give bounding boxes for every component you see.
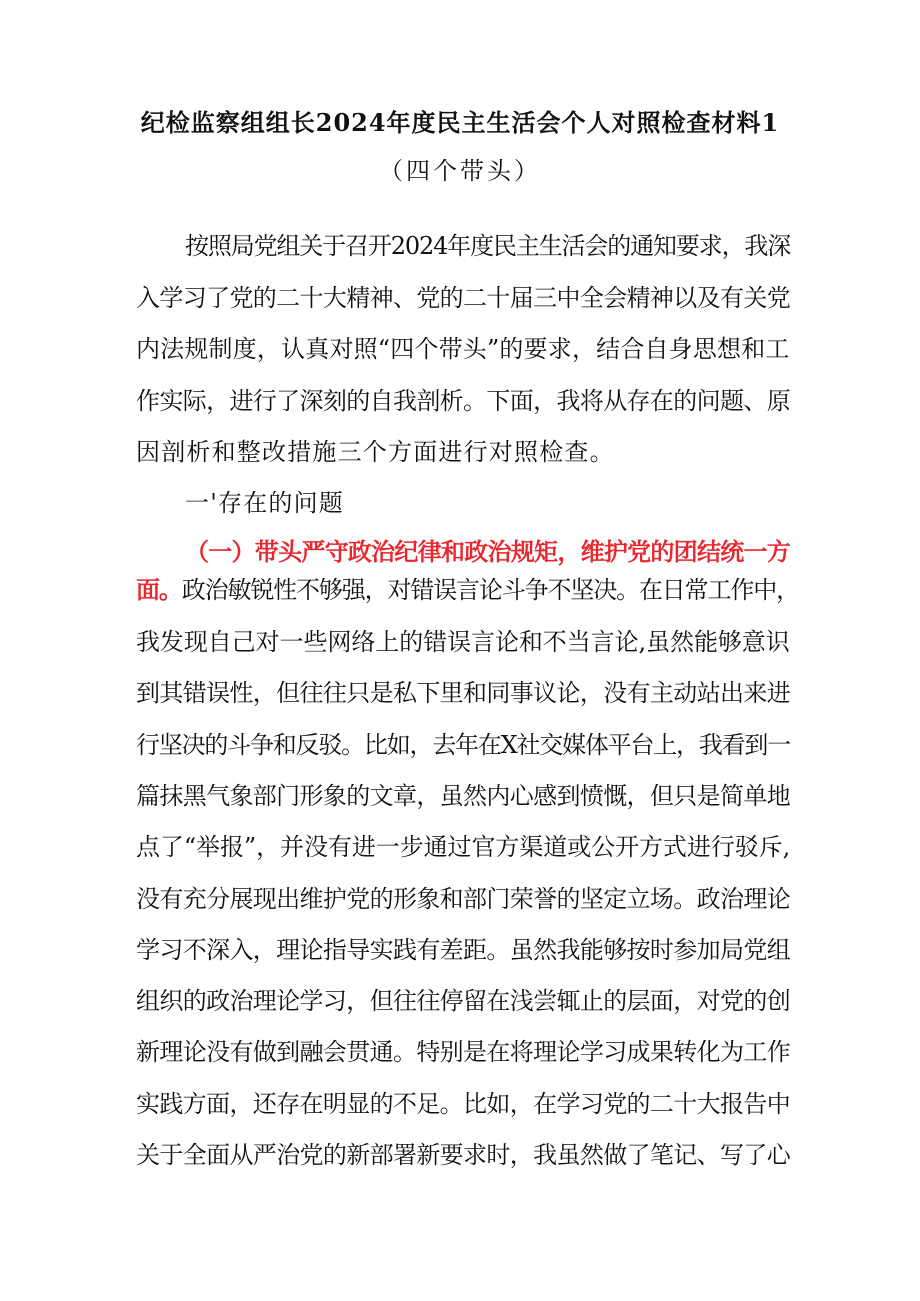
body-line-11: 新理论没有做到融会贯通。特别是在将理论学习成果转化为工作 xyxy=(136,1038,791,1067)
intro-line-2: 入学习了党的二十大精神、党的二十届三中全会精神以及有关党 xyxy=(136,283,791,312)
body-line-9: 学习不深入，理论指导实践有差距。虽然我能够按时参加局党组 xyxy=(136,935,791,964)
body-line-6: 篇抹黑气象部门形象的文章，虽然内心感到愤慨，但只是简单地 xyxy=(136,781,791,810)
intro-line-3: 内法规制度，认真对照“四个带头”的要求，结合自身思想和工 xyxy=(136,335,790,363)
document-title: 纪检监察组组长2024年度民主生活会个人对照检查材料1 xyxy=(140,108,780,137)
body-line-10: 组织的政治理论学习，但往往停留在浅尝辄止的层面，对党的创 xyxy=(136,987,791,1016)
body-line-3: 我发现自己对一些网络上的错误言论和不当言论,虽然能够意识 xyxy=(136,628,790,656)
body-line-7: 点了“举报”，并没有进一步通过官方渠道或公开方式进行驳斥, xyxy=(136,833,791,862)
section-heading: 一'存在的问题 xyxy=(185,489,344,517)
subsection-heading-line-2: 面。 xyxy=(136,575,182,604)
intro-line-1: 按照局党组关于召开2024年度民主生活会的通知要求，我深 xyxy=(185,232,791,260)
body-line-8: 没有充分展现出维护党的形象和部门荣誉的坚定立场。政治理论 xyxy=(136,884,791,913)
subsection-line-2 xyxy=(136,575,799,605)
body-line-5: 行坚决的斗争和反驳。比如，去年在X社交媒体平台上，我看到一 xyxy=(136,730,790,759)
body-line-4: 到其错误性，但往往只是私下里和同事议论，没有主动站出来进 xyxy=(136,679,791,708)
intro-line-5: 因剖析和整改措施三个方面进行对照检查。 xyxy=(136,438,615,466)
subsection-heading-line-1: （一）带头严守政治纪律和政治规矩，维护党的团结统一方 xyxy=(185,537,791,566)
document-subtitle: （四个带头） xyxy=(379,157,541,185)
body-line-12: 实践方面，还存在明显的不足。比如，在学习党的二十大报告中 xyxy=(136,1089,791,1118)
intro-line-4: 作实际，进行了深刻的自我剖析。下面，我将从存在的问题、原 xyxy=(136,386,791,415)
body-text-start: 政治敏锐性不够强，对错误言论斗争不坚决。在日常工作中， xyxy=(181,576,799,604)
body-line-13: 关于全面从严治党的新部署新要求时，我虽然做了笔记、写了心 xyxy=(136,1141,791,1169)
